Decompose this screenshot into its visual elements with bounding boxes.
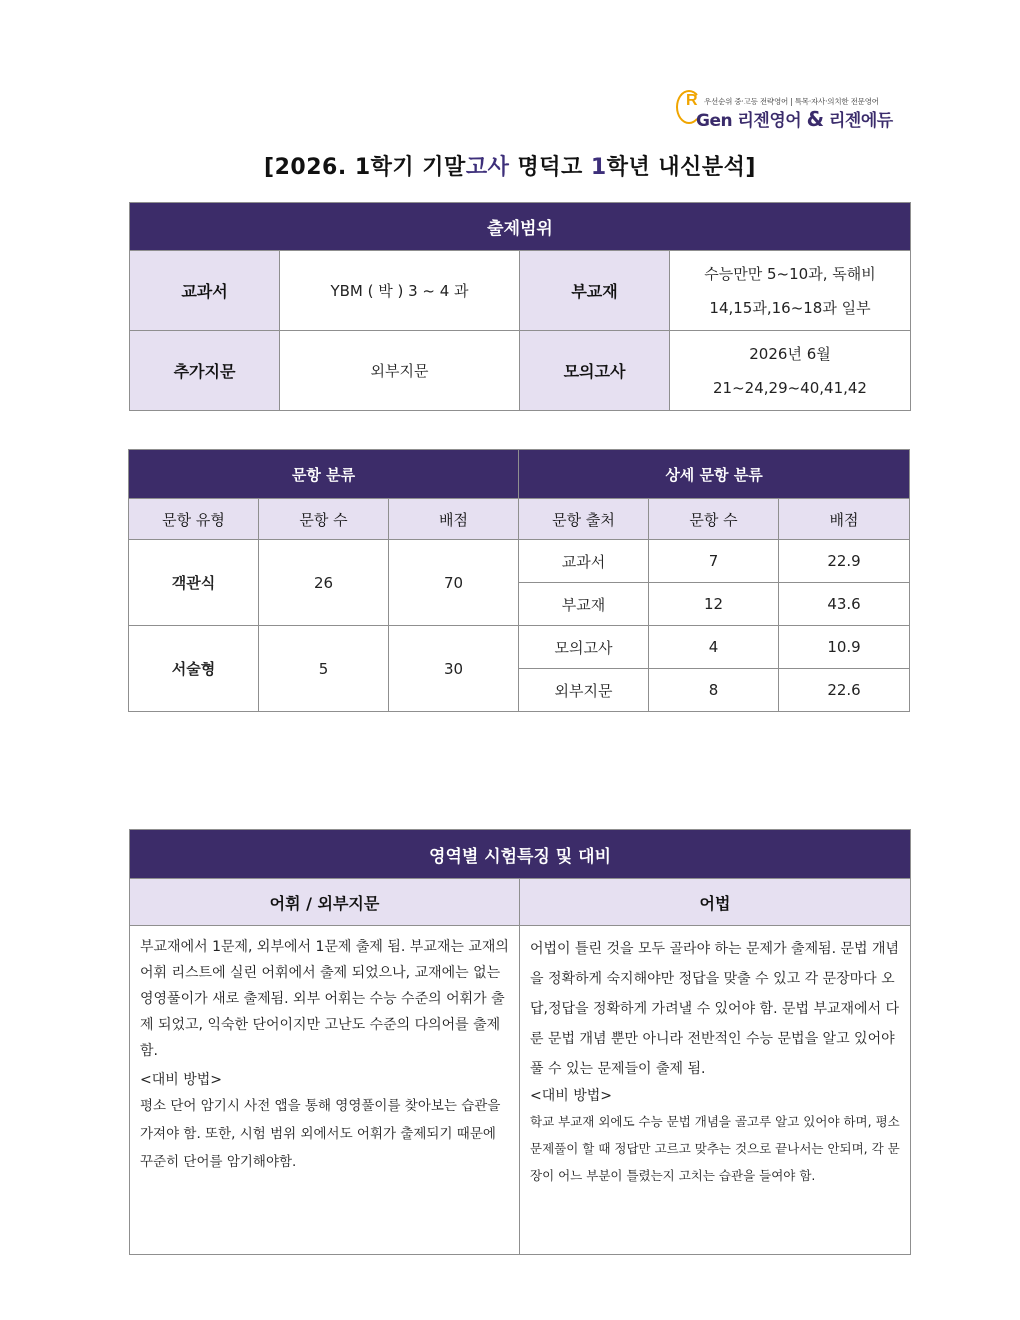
title-part-1: [2026. 1학기 기말 xyxy=(264,155,466,180)
source-cell: 부교재 xyxy=(519,583,649,626)
scope-value-supplement-line-2: 14,15과,16~18과 일부 xyxy=(709,298,871,317)
scope-label-supplement: 부교재 xyxy=(520,251,670,331)
brand-logo xyxy=(676,88,908,132)
scope-value-extra-line: 외부지문 xyxy=(370,361,429,380)
scope-value-mock-line-2: 21~24,29~40,41,42 xyxy=(713,378,867,397)
scope-value-supplement-line-1: 수능만만 5~10과, 독해비 xyxy=(704,264,876,283)
scope-label-extra: 추가지문 xyxy=(130,331,280,411)
scope-value-textbook-line: YBM ( 박 ) 3 ~ 4 과 xyxy=(330,281,469,300)
col-detail-count: 문항 수 xyxy=(649,499,779,540)
title-part-5: 학년 내신분석] xyxy=(606,155,756,180)
scope-label-mock: 모의고사 xyxy=(520,331,670,411)
features-table xyxy=(129,829,911,1255)
scope-label-textbook: 교과서 xyxy=(130,251,280,331)
vocabulary-prep-label: <대비 방법> xyxy=(140,1072,223,1088)
logo-r-letter: R xyxy=(686,92,698,109)
features-header: 영역별 시험특징 및 대비 xyxy=(130,830,911,879)
title-part-3: 명덕고 xyxy=(509,155,591,180)
source-cell: 외부지문 xyxy=(519,669,649,712)
col-question-count: 문항 수 xyxy=(259,499,389,540)
col-vocabulary: 어휘 / 외부지문 xyxy=(130,879,520,926)
detail-count-cell: 7 xyxy=(649,540,779,583)
logo-tagline: 우선순위 중·고등 전략영어 | 특목·자사·의치한 전문영어 xyxy=(704,97,879,106)
scope-value-mock xyxy=(670,331,911,411)
detail-count-cell: 12 xyxy=(649,583,779,626)
type-cell: 서술형 xyxy=(129,626,259,712)
col-grammar: 어법 xyxy=(520,879,911,926)
grammar-prep: 학교 부교재 외에도 수능 문법 개념을 골고루 알고 있어야 하며, 평소 문제풀이 할 때 정답만 고르고 맞추는 것으로 끝나서는 안되며, 각 문장이 어느 부분이 틀렸는지 고치는 습관을 들여야 함. xyxy=(530,1114,900,1183)
grammar-prep-label: <대비 방법> xyxy=(530,1088,613,1104)
source-cell: 모의고사 xyxy=(519,626,649,669)
logo-brand-text xyxy=(696,106,893,131)
detail-score-cell: 43.6 xyxy=(779,583,910,626)
scope-value-extra xyxy=(280,331,520,411)
vocabulary-prep: 평소 단어 암기시 사전 앱을 통해 영영풀이를 찾아보는 습관을 가져야 함. 또한, 시험 범위 외에서도 어휘가 출제되기 때문에 꾸준히 단어를 암기해야함. xyxy=(140,1098,501,1170)
logo-brand-2: 리젠에듀 xyxy=(829,111,893,131)
detail-score-cell: 10.9 xyxy=(779,626,910,669)
detail-score-cell: 22.6 xyxy=(779,669,910,712)
classification-header: 문항 분류 xyxy=(129,450,519,499)
scope-table xyxy=(129,202,911,411)
col-score: 배점 xyxy=(389,499,519,540)
scope-value-mock-line-1: 2026년 6월 xyxy=(749,344,831,363)
scope-header: 출제범위 xyxy=(130,203,911,251)
detail-score-cell: 22.9 xyxy=(779,540,910,583)
logo-ampersand: & xyxy=(806,107,824,131)
table-row xyxy=(129,540,910,583)
count-cell: 5 xyxy=(259,626,389,712)
vocabulary-cell xyxy=(130,926,520,1255)
score-cell: 30 xyxy=(389,626,519,712)
logo-brand-1: Gen 리젠영어 xyxy=(696,111,802,131)
source-cell: 교과서 xyxy=(519,540,649,583)
col-question-type: 문항 유형 xyxy=(129,499,259,540)
detail-count-cell: 8 xyxy=(649,669,779,712)
scope-value-supplement xyxy=(670,251,911,331)
col-detail-score: 배점 xyxy=(779,499,910,540)
type-cell: 객관식 xyxy=(129,540,259,626)
scope-value-textbook xyxy=(280,251,520,331)
title-part-2: 고사 xyxy=(465,155,510,180)
grammar-analysis: 어법이 틀린 것을 모두 골라야 하는 문제가 출제됨. 문법 개념을 정확하게 숙지해야만 정답을 맞출 수 있고 각 문장마다 오답,정답을 정확하게 가려낼 수 있어야 함. 문법 부교재에서 다룬 문법 개념 뿐만 아니라 전반적인 수능 문법을 알고 있어야 풀 수 있는 문제들이 출제 됨. xyxy=(530,941,900,1077)
classification-table xyxy=(128,449,910,712)
detail-classification-header: 상세 문항 분류 xyxy=(519,450,910,499)
score-cell: 70 xyxy=(389,540,519,626)
count-cell: 26 xyxy=(259,540,389,626)
vocabulary-analysis: 부교재에서 1문제, 외부에서 1문제 출제 됨. 부교재는 교재의 어휘 리스트에 실린 어휘에서 출제 되었으나, 교재에는 없는 영영풀이가 새로 출제됨. 외부 어휘는 수능 수준의 어휘가 출제 되었고, 익숙한 단어이지만 고난도 수준의 다의어를 출제함. xyxy=(140,939,509,1059)
col-question-source: 문항 출처 xyxy=(519,499,649,540)
table-row xyxy=(129,626,910,669)
page-title xyxy=(0,150,1020,181)
grammar-cell xyxy=(520,926,911,1255)
title-part-4: 1 xyxy=(590,155,607,180)
detail-count-cell: 4 xyxy=(649,626,779,669)
